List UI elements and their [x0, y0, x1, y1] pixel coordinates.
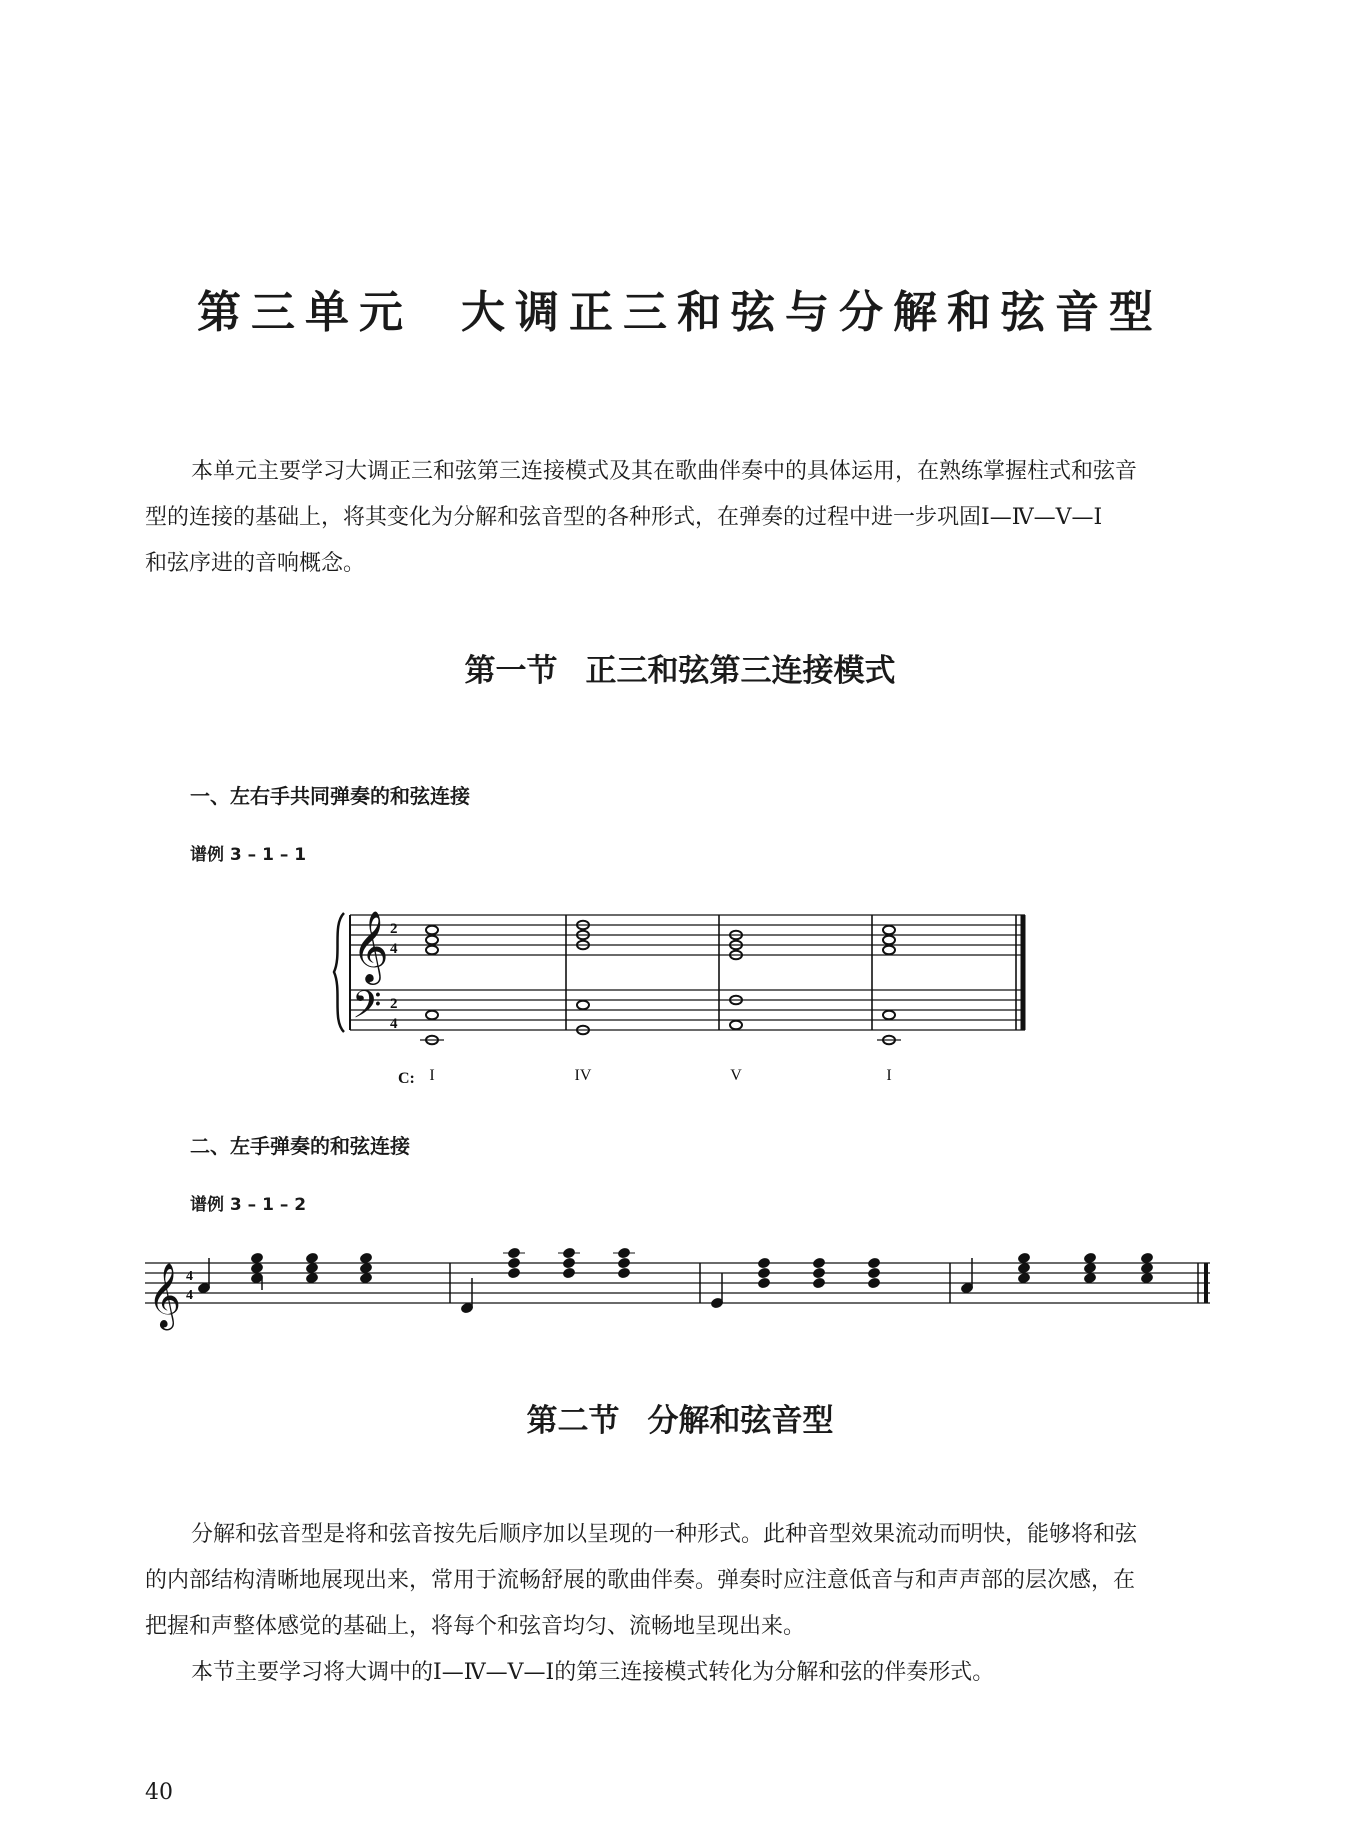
unit-number: 第三单元 — [197, 287, 413, 338]
treble-staff-lines — [350, 915, 1025, 955]
time-sig-treble-bottom: 4 — [390, 941, 398, 957]
chord-2-bass — [577, 1001, 589, 1035]
chord-stack — [1083, 1252, 1096, 1284]
roman-numeral-1: I — [429, 1067, 435, 1084]
chord-stack — [867, 1257, 880, 1289]
single-staff — [145, 1263, 1210, 1303]
bass-clef-icon: 𝄢 — [352, 982, 382, 1036]
intro-line-1: 本单元主要学习大调正三和弦第三连接模式及其在歌曲伴奏中的具体运用，在熟练掌握柱式和弦音 — [191, 459, 1138, 484]
roman-numeral-4: I — [886, 1067, 892, 1084]
section-2-line-4: 本节主要学习将大调中的Ⅰ—Ⅳ—Ⅴ—Ⅰ的第三连接模式转化为分解和弦的伴奏形式。 — [191, 1660, 995, 1685]
treble-clef-icon: 𝄞 — [352, 909, 389, 982]
chord-stack — [305, 1252, 318, 1284]
section-2-line-1: 分解和弦音型是将和弦音按先后顺序加以呈现的一种形式。此种音型效果流动而明快，能够将和弦 — [191, 1522, 1138, 1547]
example-label-1: 谱例 3 – 1 – 1 — [190, 845, 307, 865]
time-sig-2-top: 4 — [186, 1269, 193, 1284]
intro-line-2: 型的连接的基础上，将其变化为分解和弦音型的各种形式，在弹奏的过程中进一步巩固Ⅰ—Ⅳ—Ⅴ—Ⅰ — [145, 505, 1103, 530]
chord-stack — [1140, 1252, 1153, 1284]
sub-heading-1: 一、左右手共同弹奏的和弦连接 — [190, 784, 470, 808]
chord-stack — [757, 1257, 770, 1289]
chord-4-bass — [877, 1011, 901, 1045]
roman-numeral-3: V — [730, 1067, 742, 1084]
chord-4-treble — [883, 926, 895, 955]
time-sig-treble-top: 2 — [390, 921, 398, 937]
chord-stack — [812, 1257, 825, 1289]
staff-2-lines — [145, 1263, 1210, 1303]
sub-heading-2: 二、左手弹奏的和弦连接 — [190, 1134, 410, 1158]
chord-1-bass — [420, 1011, 444, 1045]
section-1-number: 第一节 — [464, 653, 558, 689]
chord-stack — [250, 1252, 263, 1290]
chord-stack — [359, 1252, 372, 1284]
measure-2 — [460, 1247, 635, 1314]
page-number: 40 — [145, 1780, 173, 1805]
barlines — [566, 915, 1016, 1030]
example-label-2: 谱例 3 – 1 – 2 — [190, 1195, 307, 1215]
chord-stack — [1017, 1252, 1030, 1284]
bass-staff-lines — [350, 990, 1025, 1030]
brace — [334, 913, 344, 1032]
chord-3-bass — [730, 996, 742, 1030]
intro-line-3: 和弦序进的音响概念。 — [145, 551, 366, 576]
section-2-line-3: 把握和声整体感觉的基础上，将每个和弦音均匀、流畅地呈现出来。 — [145, 1614, 806, 1639]
treble-clef-icon-2: 𝄞 — [148, 1263, 182, 1328]
chord-1-treble — [426, 926, 438, 955]
section-1-name: 正三和弦第三连接模式 — [585, 653, 896, 689]
section-2-line-2: 的内部结构清晰地展现出来，常用于流畅舒展的歌曲伴奏。弹奏时应注意低音与和声声部的层次感，在 — [145, 1568, 1136, 1593]
key-label: C: — [398, 1070, 415, 1087]
section-2-name: 分解和弦音型 — [647, 1403, 834, 1439]
time-sig-bass-bottom: 4 — [390, 1016, 398, 1032]
unit-name: 大调正三和弦与分解和弦音型 — [461, 287, 1163, 338]
time-sig-bass-top: 2 — [390, 996, 398, 1012]
time-sig-2-bottom: 4 — [186, 1288, 193, 1303]
section-2-number: 第二节 — [526, 1403, 620, 1439]
roman-numeral-2: IV — [574, 1067, 592, 1084]
